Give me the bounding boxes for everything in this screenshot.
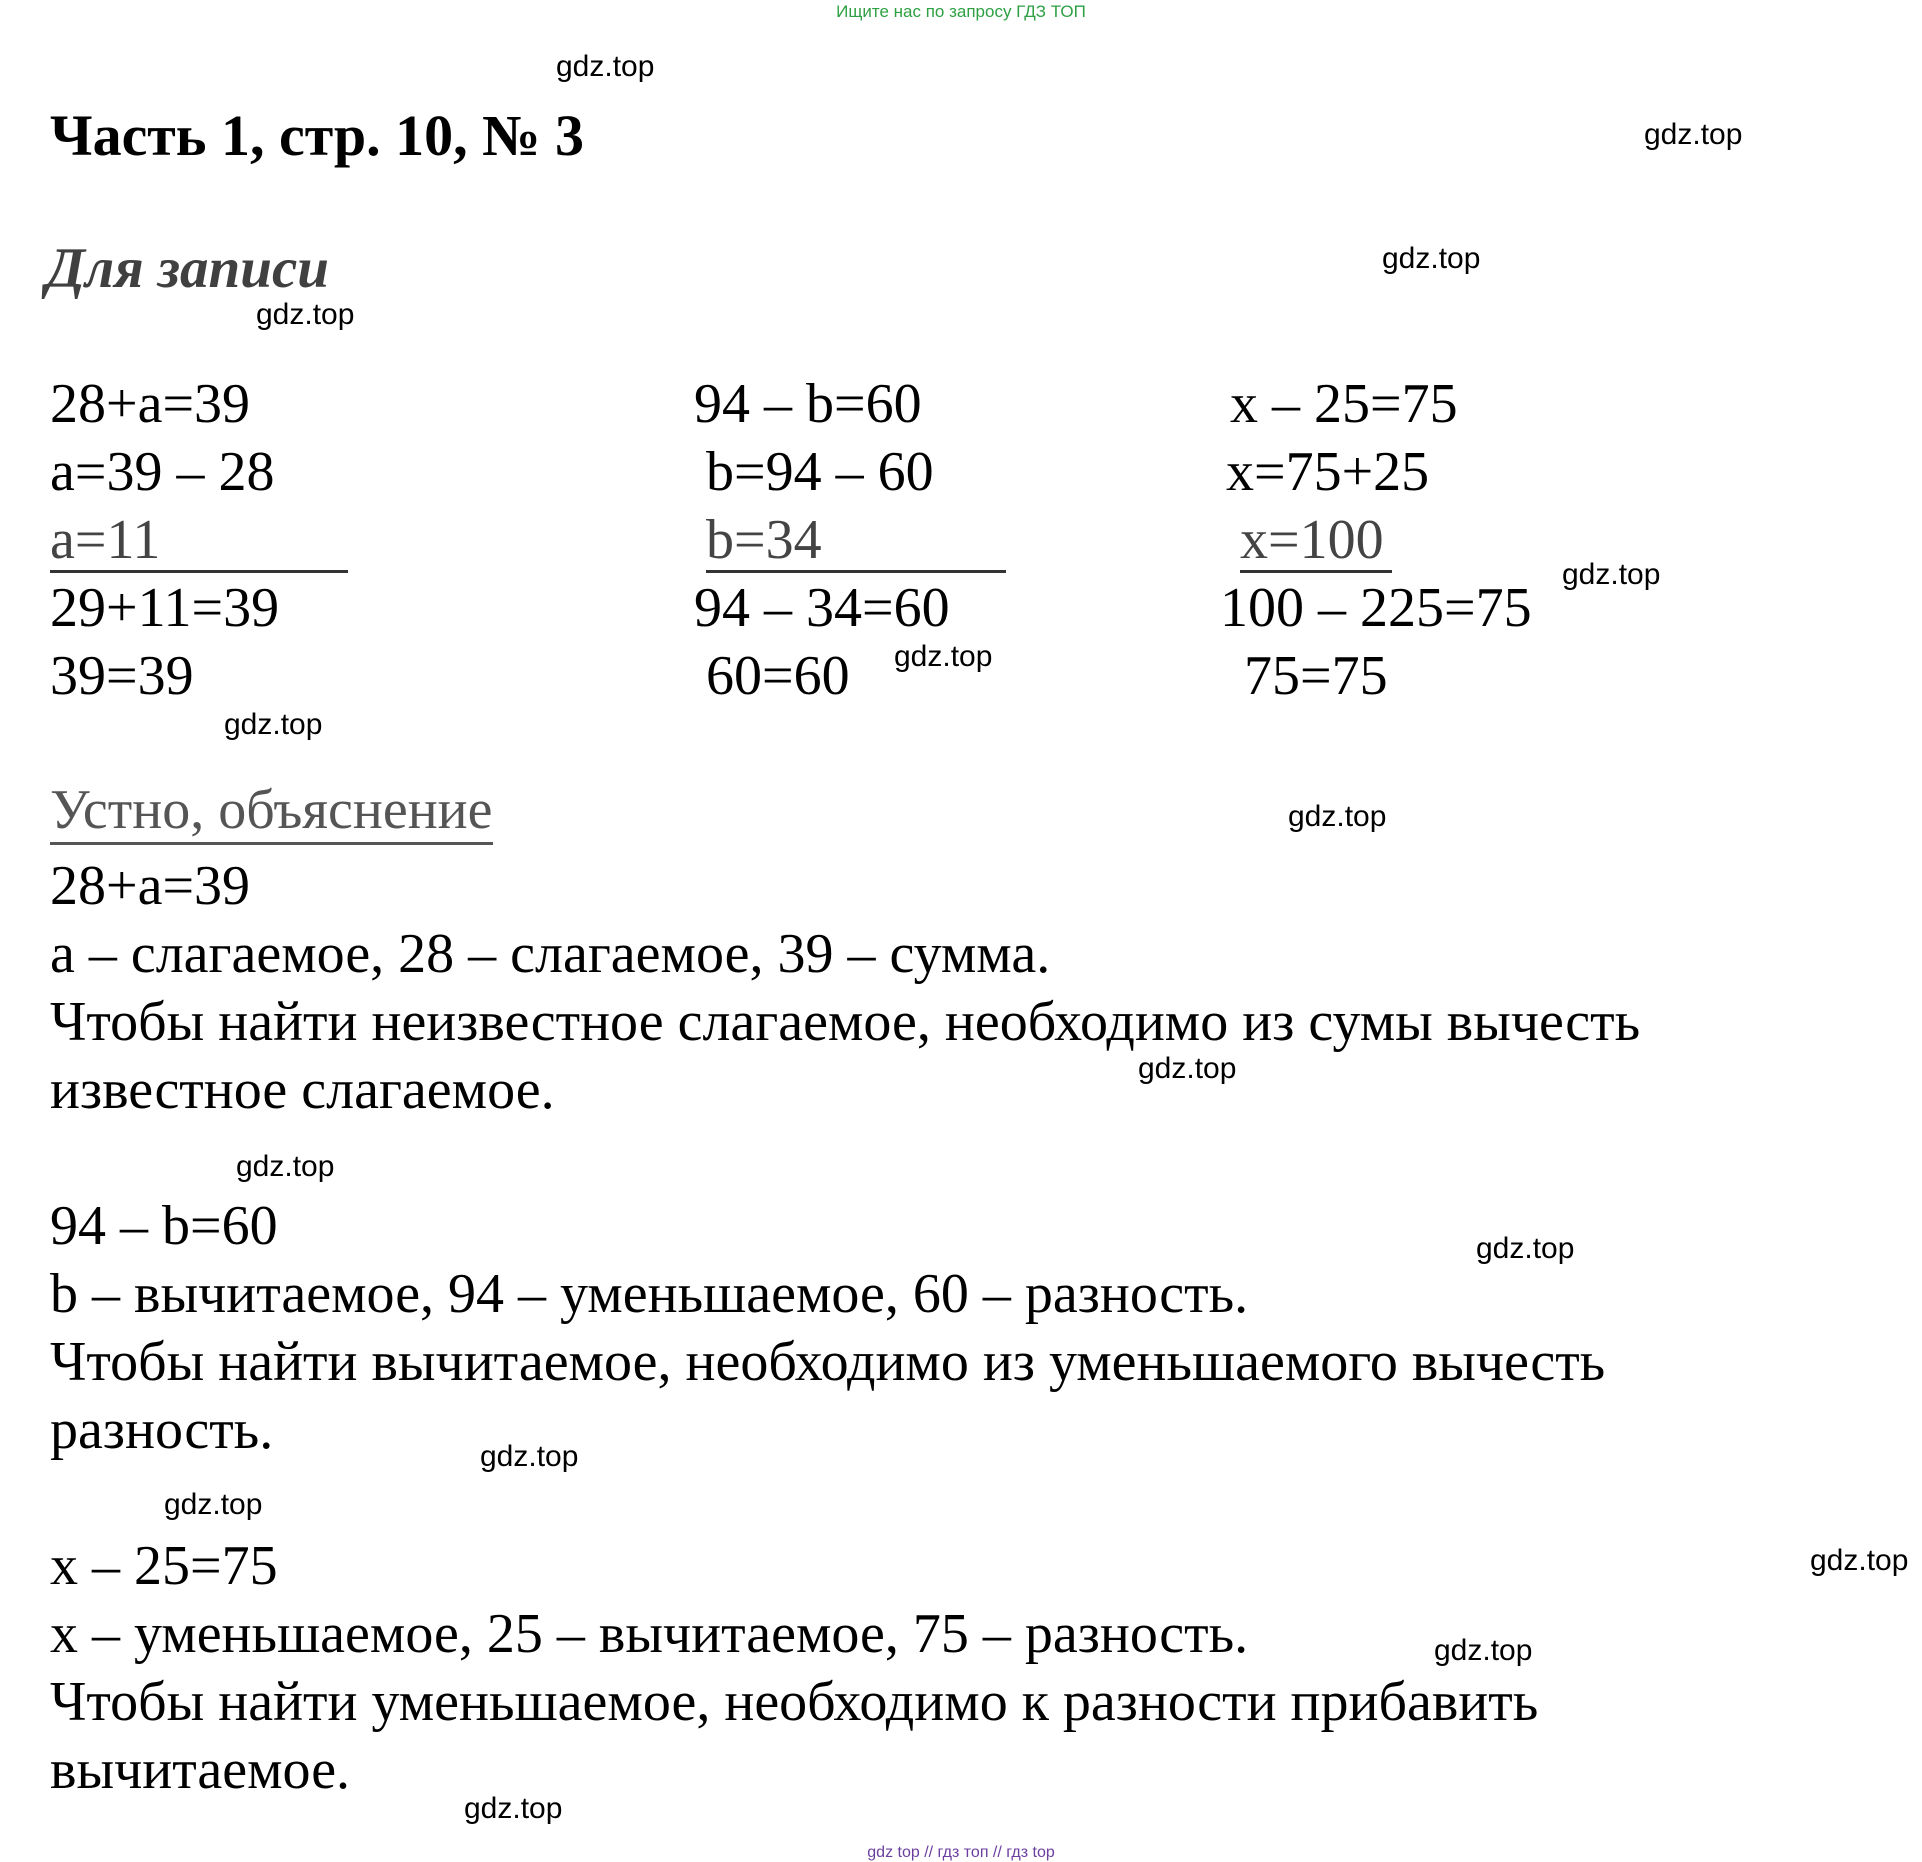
- watermark: gdz.top: [1562, 558, 1661, 591]
- col2-answer: b=34: [706, 509, 822, 571]
- watermark: gdz.top: [256, 298, 355, 331]
- col3-underline: [1240, 570, 1392, 573]
- col2-line1: 94 – b=60: [694, 373, 922, 435]
- watermark: gdz.top: [1382, 242, 1481, 275]
- col3-line1: x – 25=75: [1230, 373, 1458, 435]
- watermark: gdz.top: [236, 1150, 335, 1183]
- watermark: gdz.top: [894, 640, 993, 673]
- watermark: gdz.top: [1138, 1052, 1237, 1085]
- col3-result: 75=75: [1244, 645, 1388, 707]
- explanation-3-equation: x – 25=75: [50, 1535, 278, 1597]
- watermark: gdz.top: [164, 1488, 263, 1521]
- explanation-1-rule-end: известное слагаемое.: [50, 1059, 555, 1121]
- watermark: gdz.top: [224, 708, 323, 741]
- col2-underline: [706, 570, 1006, 573]
- col2-line2: b=94 – 60: [706, 441, 934, 503]
- col1-line2: a=39 – 28: [50, 441, 275, 503]
- watermark: gdz.top: [480, 1440, 579, 1473]
- bottom-banner: gdz top // гдз топ // гдз top: [867, 1844, 1055, 1861]
- watermark: gdz.top: [556, 50, 655, 83]
- section-heading-record: Для записи: [46, 237, 329, 300]
- col3-line2: x=75+25: [1226, 441, 1430, 503]
- col1-check: 29+11=39: [50, 577, 280, 639]
- explanation-1-rule: Чтобы найти неизвестное слагаемое, необходимо из сумы вычесть: [50, 991, 1641, 1053]
- watermark: gdz.top: [1476, 1232, 1575, 1265]
- col1-underline: [50, 570, 348, 573]
- watermark: gdz.top: [1644, 118, 1743, 151]
- col1-answer: a=11: [50, 509, 161, 571]
- col3-answer: x=100: [1240, 509, 1384, 571]
- top-banner: Ищите нас по запросу ГДЗ ТОП: [836, 2, 1086, 21]
- explanation-1-roles: a – слагаемое, 28 – слагаемое, 39 – сумма.: [50, 923, 1051, 985]
- explanation-1-equation: 28+a=39: [50, 855, 251, 917]
- explanation-2-roles: b – вычитаемое, 94 – уменьшаемое, 60 – разность.: [50, 1263, 1249, 1325]
- explanation-2-rule: Чтобы найти вычитаемое, необходимо из уменьшаемого вычесть: [50, 1331, 1606, 1393]
- col2-check: 94 – 34=60: [694, 577, 950, 639]
- col1-line1: 28+a=39: [50, 373, 251, 435]
- watermark: gdz.top: [1434, 1634, 1533, 1667]
- explanation-3-rule-end: вычитаемое.: [50, 1739, 351, 1801]
- explanation-2-equation: 94 – b=60: [50, 1195, 278, 1257]
- watermark: gdz.top: [1288, 800, 1387, 833]
- watermark: gdz.top: [464, 1792, 563, 1825]
- watermark: gdz.top: [1810, 1544, 1909, 1577]
- col1-result: 39=39: [50, 645, 194, 707]
- explanation-2-rule-end: разность.: [50, 1399, 274, 1461]
- explanation-3-rule: Чтобы найти уменьшаемое, необходимо к разности прибавить: [50, 1671, 1539, 1733]
- page-title: Часть 1, стр. 10, № 3: [50, 103, 584, 168]
- explanation-3-roles: x – уменьшаемое, 25 – вычитаемое, 75 – разность.: [50, 1603, 1249, 1665]
- explanation-1: [50, 852, 1832, 1124]
- col3-check: 100 – 225=75: [1220, 577, 1532, 639]
- section-heading-oral: Устно, объяснение: [50, 778, 493, 845]
- col2-result: 60=60: [706, 645, 850, 707]
- explanation-3: [50, 1532, 1832, 1804]
